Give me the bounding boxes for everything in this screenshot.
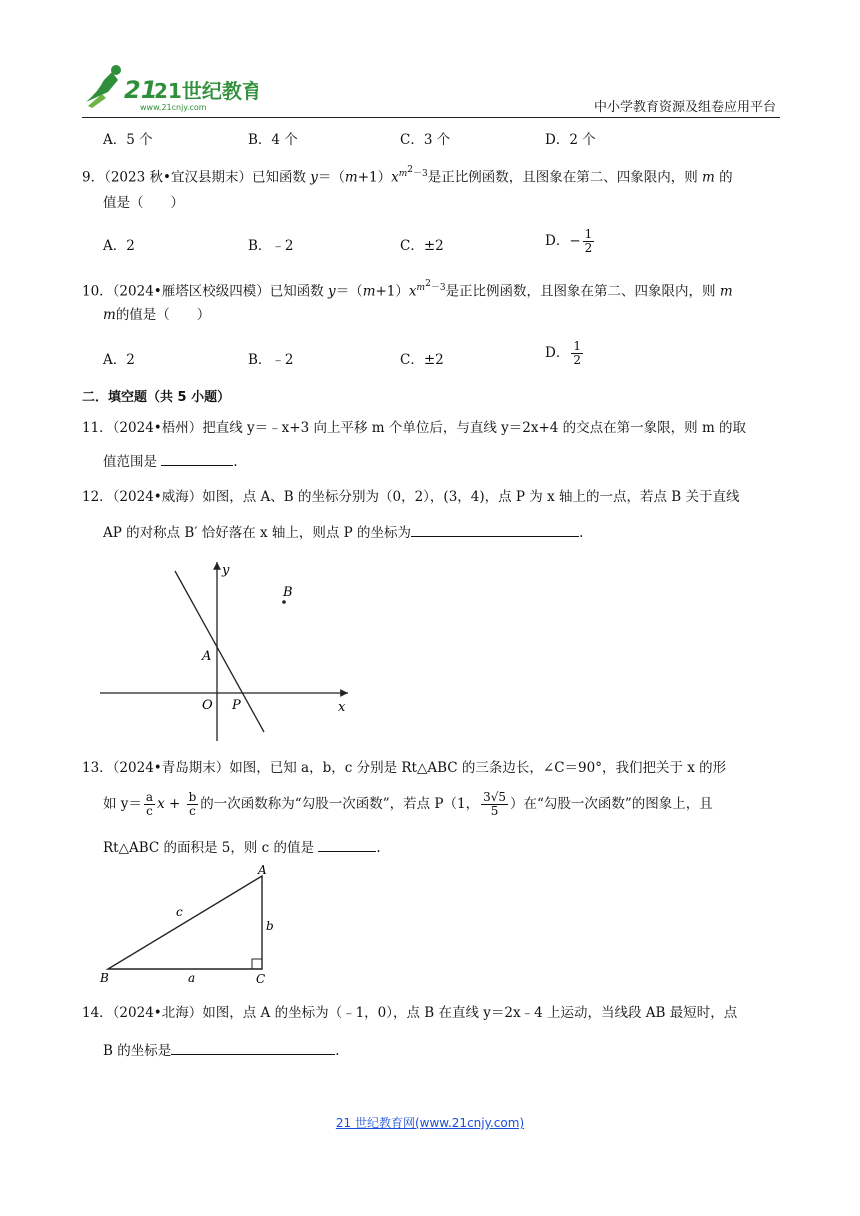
label-x: x [338, 700, 346, 715]
q9-option-d: D．− $\frac{1}{2}$ [545, 227, 593, 255]
label-b: B [100, 971, 109, 985]
q11-line2: 值范围是 . [103, 451, 238, 472]
q9-line2: 值是（ ） [103, 195, 184, 211]
q9-option-b: B．﹣2 [248, 238, 294, 254]
q10-option-a: A．2 [103, 352, 135, 368]
q8-option-a: A．5 个 [103, 132, 153, 148]
q9-option-c: C．±2 [400, 238, 444, 254]
q13-figure [96, 862, 286, 988]
answer-blank[interactable] [411, 522, 579, 537]
section-heading: 二．填空题（共 5 小题） [82, 390, 231, 405]
label-p: P [232, 698, 241, 713]
q13-line1: 13．（2024•青岛期末）如图，已知 a，b，c 分别是 Rt△ABC 的三条边长，∠C＝90°，我们把关于 x 的形 [82, 760, 727, 776]
platform-name: 中小学教育资源及组卷应用平台 [593, 100, 776, 115]
q10-line2: m的值是（ ） [103, 307, 211, 323]
q13-line3: Rt△ABC 的面积是 5，则 c 的值是 . [103, 837, 381, 858]
q10-line1: 10．（2024•雁塔区校级四模）已知函数 $y=(m+1)x^{m^2-3}$是正比例函数，且图象在第二、四象限内，则 m [82, 279, 733, 300]
q12-line1: 12．（2024•威海）如图，点 A、B 的坐标分别为（0，2），(3，4)，点 P 为 x 轴上的一点，若点 B 关于直线 [82, 489, 740, 505]
label-c: C [256, 972, 266, 986]
line-ap [175, 571, 264, 732]
answer-blank[interactable] [161, 451, 233, 466]
label-a: A [258, 863, 267, 877]
answer-blank[interactable] [318, 837, 376, 852]
label-o: O [202, 698, 213, 713]
q10-option-b: B．﹣2 [248, 352, 294, 368]
q10-option-d: D． $\frac{1}{2}$ [545, 339, 581, 367]
q14-line1: 14．（2024•北海）如图，点 A 的坐标为（﹣1，0），点 B 在直线 y＝2x﹣4 上运动，当线段 AB 最短时，点 [82, 1005, 738, 1021]
header-divider [82, 117, 780, 118]
q9-line1: 9．（2023 秋•宜汉县期末）已知函数 $y=(m+1)x^{m^2-3}$是正比例函数，且图象在第二、四象限内，则 m 的 [82, 165, 733, 186]
q8-option-c: C．3 个 [400, 132, 451, 148]
svg-text:21: 21 [124, 76, 158, 104]
svg-text:www.21cnjy.com: www.21cnjy.com [140, 103, 207, 112]
q9-option-a: A．2 [103, 238, 135, 254]
site-logo [78, 62, 258, 112]
q11-line1: 11．（2024•梧州）把直线 y＝﹣x+3 向上平移 m 个单位后，与直线 y＝2x+4 的交点在第一象限，则 m 的取 [82, 420, 747, 436]
footer-link[interactable]: 21 世纪教育网(www.21cnjy.com) [335, 1116, 525, 1130]
answer-blank[interactable] [171, 1040, 335, 1055]
triangle-abc [108, 876, 262, 969]
label-side-a: a [188, 971, 196, 985]
q8-option-d: D．2 个 [545, 132, 596, 148]
svg-text:21世纪教育: 21世纪教育 [154, 79, 258, 103]
point-b [282, 600, 286, 604]
q14-line2: B 的坐标是 . [103, 1040, 340, 1061]
q13-line2: 如 y＝ $\frac{a}{c}$ x + $\frac{b}{c}$ 的一次函数称为“勾股一次函数”，若点 P（1， $\frac{3√5}{5}$ ）在“勾股一次函数”的图象上，且 [103, 790, 713, 818]
q12-figure [100, 556, 360, 746]
label-a: A [202, 649, 212, 664]
q12-line2: AP 的对称点 B′ 恰好落在 x 轴上，则点 P 的坐标为 . [103, 522, 583, 543]
q10-option-c: C．±2 [400, 352, 444, 368]
label-b: B [283, 585, 293, 600]
label-side-b: b [266, 919, 274, 933]
right-angle-mark [252, 959, 262, 969]
q8-option-b: B．4 个 [248, 132, 298, 148]
label-y: y [222, 563, 230, 578]
label-side-c: c [176, 905, 183, 919]
